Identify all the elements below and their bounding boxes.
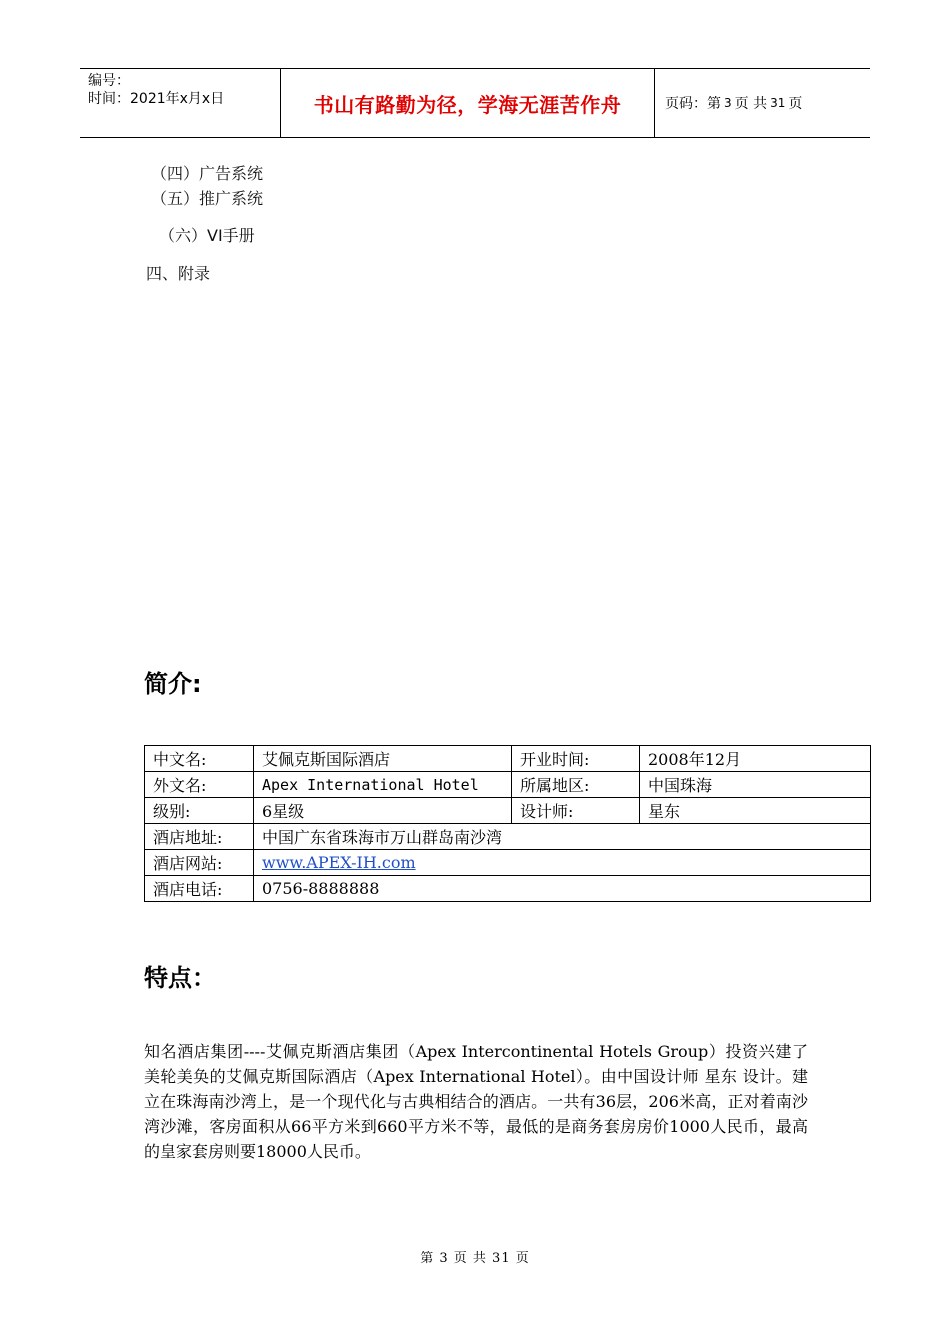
table-row xyxy=(145,876,871,902)
header-motto: 书山有路勤为径，学海无涯苦作舟 xyxy=(281,69,655,137)
table-row xyxy=(145,824,871,850)
table-cell: 开业时间: xyxy=(512,746,640,772)
table-cell: 中国珠海 xyxy=(640,772,871,798)
table-row xyxy=(145,798,871,824)
features-heading: 特点： xyxy=(144,964,216,992)
table-cell: 0756-8888888 xyxy=(254,876,871,902)
document-time-label: 时间：2021年x月x日 xyxy=(88,91,225,107)
table-cell: 艾佩克斯国际酒店 xyxy=(254,746,512,772)
table-cell: 2008年12月 xyxy=(640,746,871,772)
table-cell: 中文名: xyxy=(145,746,254,772)
table-cell xyxy=(254,850,871,876)
table-cell: 级别: xyxy=(145,798,254,824)
table-row xyxy=(145,746,871,772)
table-cell: Apex International Hotel xyxy=(254,772,512,798)
table-cell: 酒店电话: xyxy=(145,876,254,902)
outline-item-appendix: 四、附录 xyxy=(146,264,211,283)
page-current: 3 xyxy=(724,96,732,110)
document-number-label: 编号： xyxy=(88,73,130,89)
header-meta xyxy=(80,69,281,137)
table-cell: 外文名: xyxy=(145,772,254,798)
outline-item-ads: （四）广告系统 xyxy=(151,164,264,183)
table-cell: 中国广东省珠海市万山群岛南沙湾 xyxy=(254,824,871,850)
table-cell: 6星级 xyxy=(254,798,512,824)
intro-heading: 简介: xyxy=(144,670,202,698)
page-suffix: 页 xyxy=(788,96,803,112)
page-header xyxy=(80,68,870,138)
table-row xyxy=(145,772,871,798)
features-paragraph: 知名酒店集团----艾佩克斯酒店集团（Apex Intercontinental Hotels Group）投资兴建了美轮美奂的艾佩克斯国际酒店（Apex International Hotel）。由中国设计师 星东 设计。建立在珠海南沙湾上，是一个现代化与古典相结合的酒店。一共有36层，206米高，正对着南沙湾沙滩，客房面积从66平方米到660平方米不等，最低的是商务套房房价1000人民币，最高的皇家套房则要18000人民币。 xyxy=(144,1042,808,1161)
outline-item-vi-manual: （六）VI手册 xyxy=(159,226,255,245)
table-cell: 所属地区: xyxy=(512,772,640,798)
hotel-info-table xyxy=(144,745,871,902)
table-row xyxy=(145,850,871,876)
header-page-info xyxy=(655,69,870,137)
table-cell: 酒店地址: xyxy=(145,824,254,850)
table-cell: 酒店网站: xyxy=(145,850,254,876)
table-cell: 设计师: xyxy=(512,798,640,824)
page-mid: 页 共 xyxy=(734,96,768,112)
page-footer: 第 3 页 共 31 页 xyxy=(420,1251,530,1266)
table-cell: 星东 xyxy=(640,798,871,824)
page-total: 31 xyxy=(770,96,786,110)
outline-item-promotion: （五）推广系统 xyxy=(151,189,264,208)
hotel-website-link[interactable]: www.APEX-IH.com xyxy=(262,853,416,872)
page-prefix: 页码：第 xyxy=(665,96,721,112)
